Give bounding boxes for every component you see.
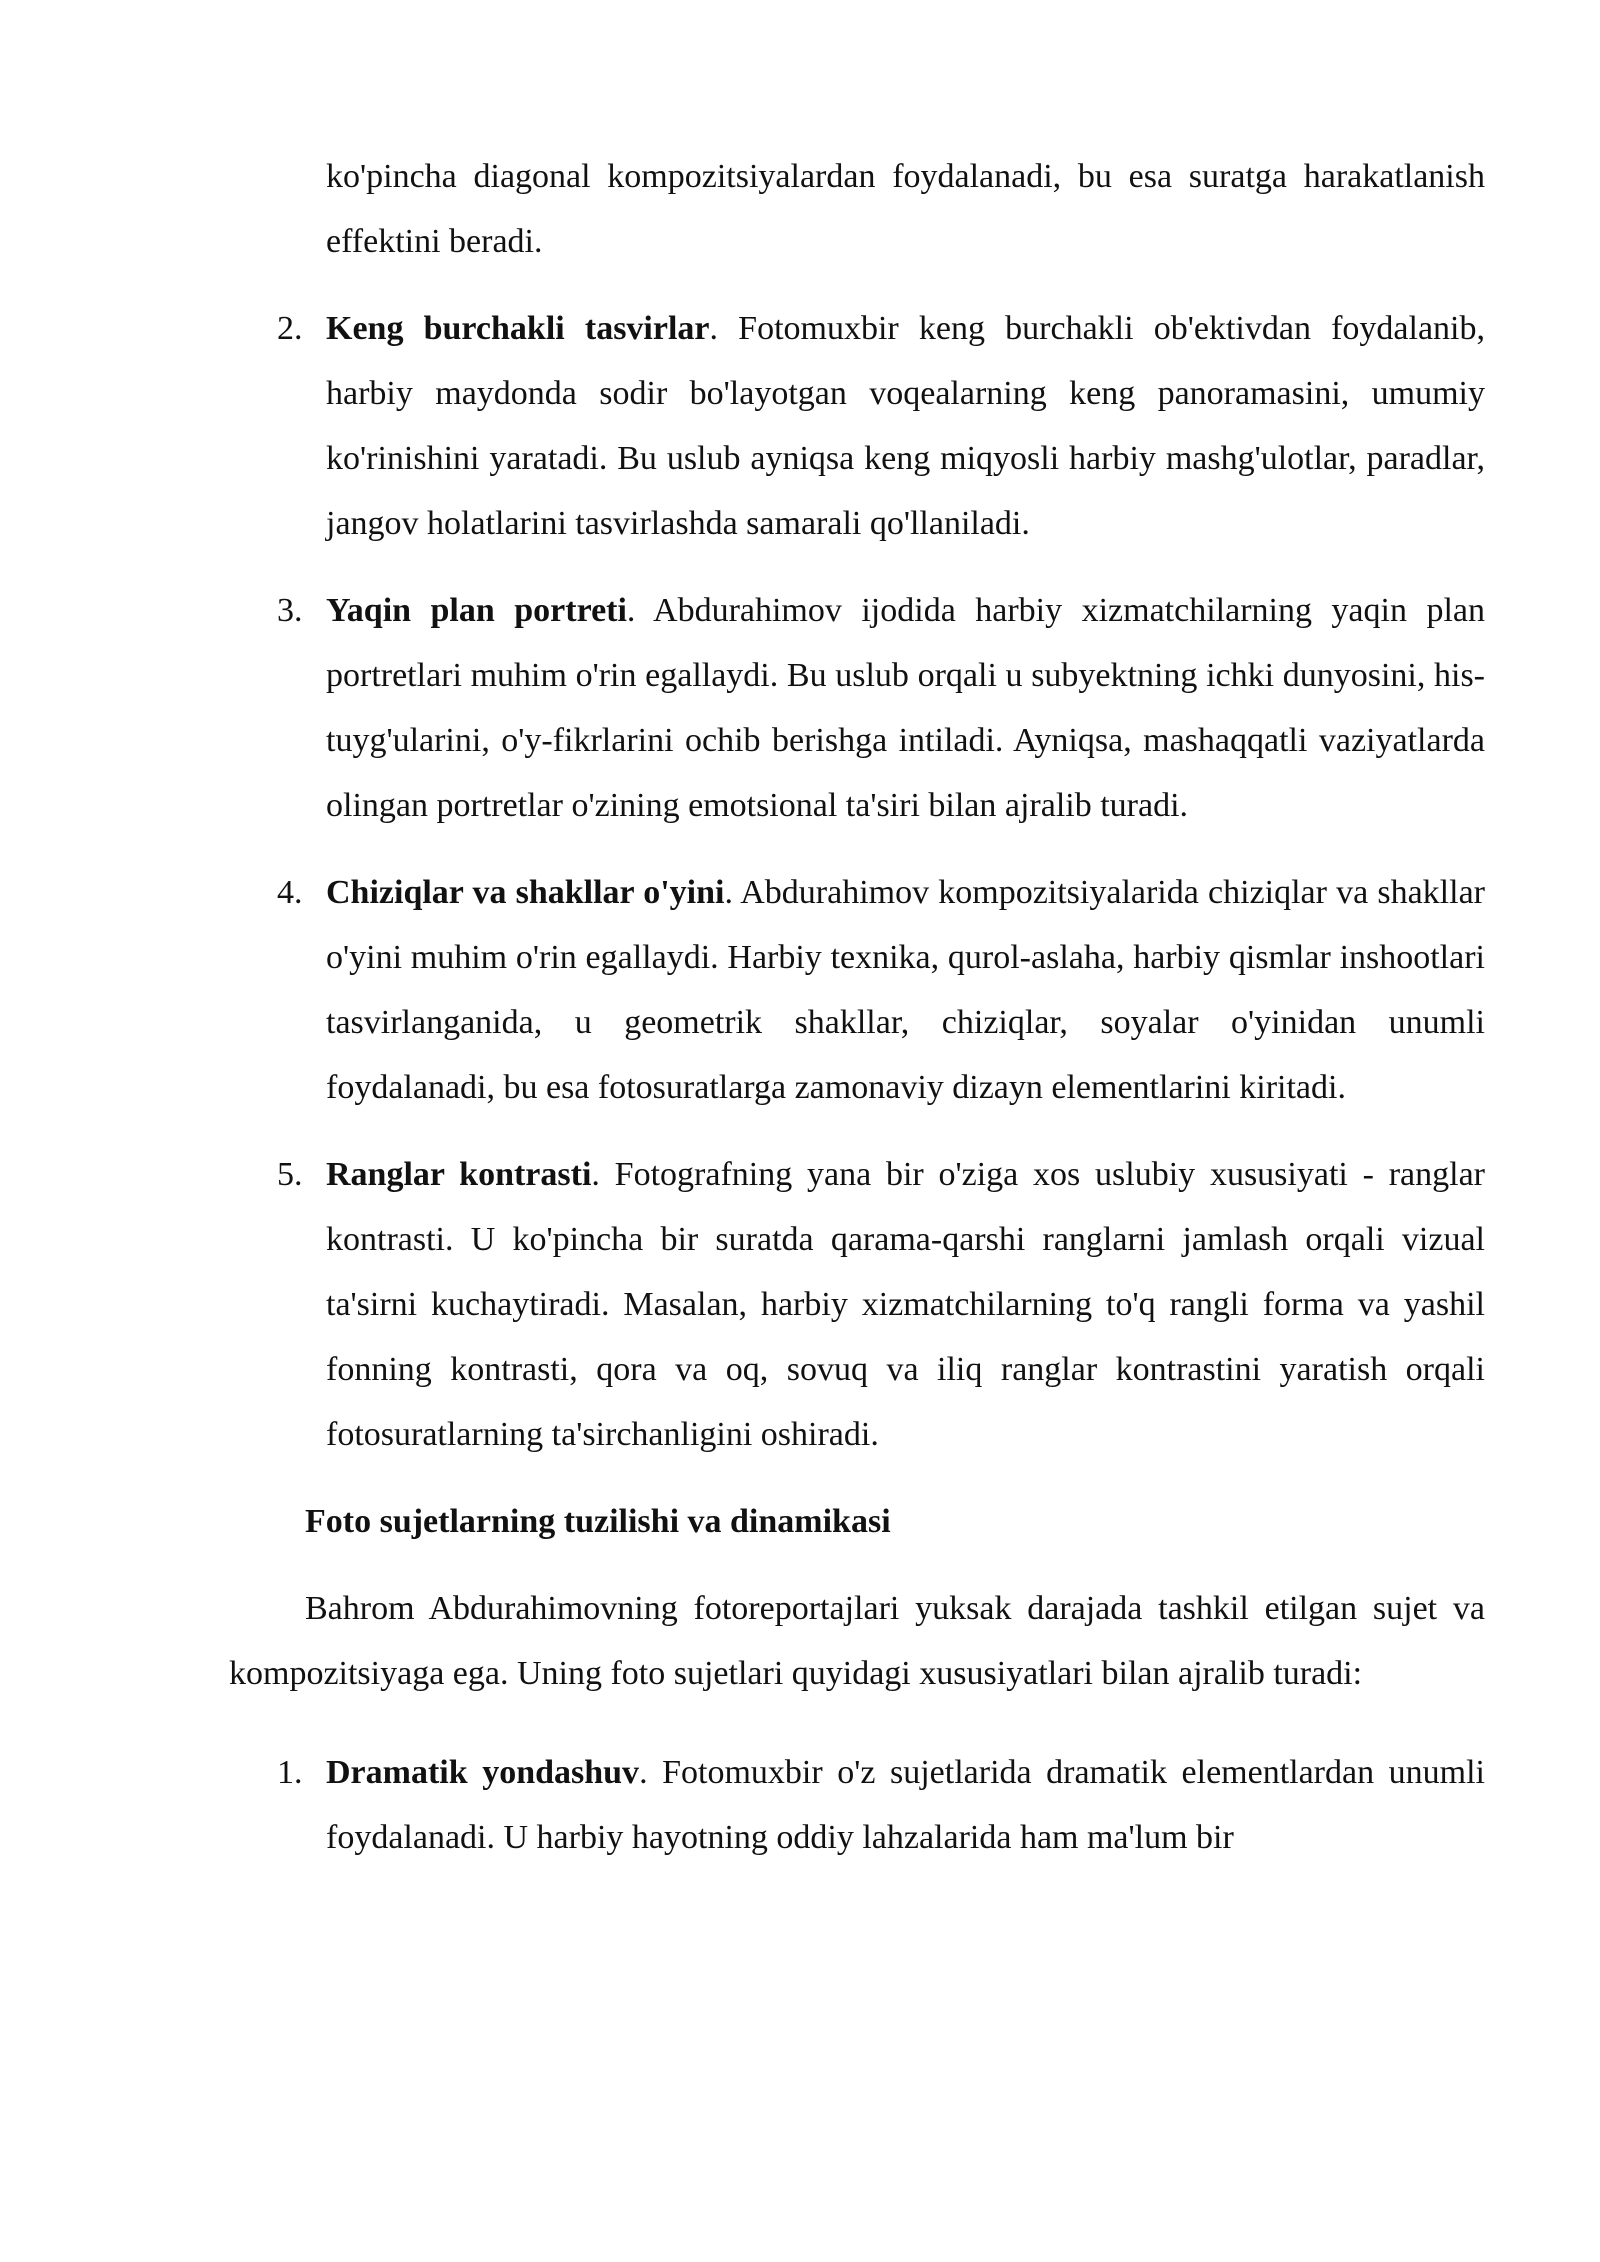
plot-features-list [229,1740,1485,1870]
list-item-number: 4. [277,874,303,911]
list-item [229,578,1485,838]
list-item-number: 2. [277,310,303,347]
list-item-term: Keng burchakli tasvirlar [326,310,710,347]
list-item [229,1740,1485,1870]
list-item-text: . Abdurahimov kompozitsiyalarida chiziqlar va shakllar o'yini muhim o'rin egallaydi. Harbiy texnika, qurol-aslaha, harbiy qismlar inshootlari tasvirlanganida, u geometrik shakllar, chiziqlar, soyalar o'yinidan unumli foydalanadi, bu esa fotosuratlarga zamonaviy dizayn elementlarini kiritadi. [326,874,1485,1106]
continued-list-paragraph: ko'pincha diagonal kompozitsiyalardan foydalanadi, bu esa suratga harakatlanish effektini beradi. [326,158,1485,260]
section-heading: Foto sujetlarning tuzilishi va dinamikasi [305,1503,891,1540]
list-item-number: 1. [277,1754,303,1791]
list-item [229,296,1485,556]
list-item-number: 3. [277,592,303,629]
list-item-term: Yaqin plan portreti [326,592,627,629]
section-intro-paragraph: Bahrom Abdurahimovning fotoreportajlari yuksak darajada tashkil etilgan sujet va kompozitsiyaga ega. Uning foto sujetlari quyidagi xususiyatlari bilan ajralib turadi: [229,1590,1485,1692]
list-item [229,1142,1485,1467]
list-item-text: . Abdurahimov ijodida harbiy xizmatchilarning yaqin plan portretlari muhim o'rin egallaydi. Bu uslub orqali u subyektning ichki dunyosini, his-tuyg'ularini, o'y-fikrlarini ochib berishga intiladi. Ayniqsa, mashaqqatli vaziyatlarda olingan portretlar o'zining emotsional ta'siri bilan ajralib turadi. [326,592,1485,824]
list-item-term: Ranglar kontrasti [326,1156,592,1193]
feature-list [229,296,1485,1467]
list-item-term: Dramatik yondashuv [326,1754,640,1791]
list-item-text: . Fotografning yana bir o'ziga xos uslubiy xususiyati - ranglar kontrasti. U ko'pincha bir suratda qarama-qarshi ranglarni jamlash orqali vizual ta'sirni kuchaytiradi. Masalan, harbiy xizmatchilarning to'q rangli forma va yashil fonning kontrasti, qora va oq, sovuq va iliq ranglar kontrastini yaratish orqali fotosuratlarning ta'sirchanligini oshiradi. [326,1156,1485,1453]
page-content [229,144,1485,1870]
list-item [229,860,1485,1120]
list-item-text: . Fotomuxbir o'z sujetlarida dramatik elementlardan unumli foydalanadi. U harbiy hayotning oddiy lahzalarida ham ma'lum bir [326,1754,1485,1856]
list-item-term: Chiziqlar va shakllar o'yini [326,874,725,911]
list-item-text: . Fotomuxbir keng burchakli ob'ektivdan foydalanib, harbiy maydonda sodir bo'layotgan voqealarning keng panoramasini, umumiy ko'rinishini yaratadi. Bu uslub ayniqsa keng miqyosli harbiy mashg'ulotlar, paradlar, jangov holatlarini tasvirlashda samarali qo'llaniladi. [326,310,1486,542]
list-item-number: 5. [277,1156,303,1193]
